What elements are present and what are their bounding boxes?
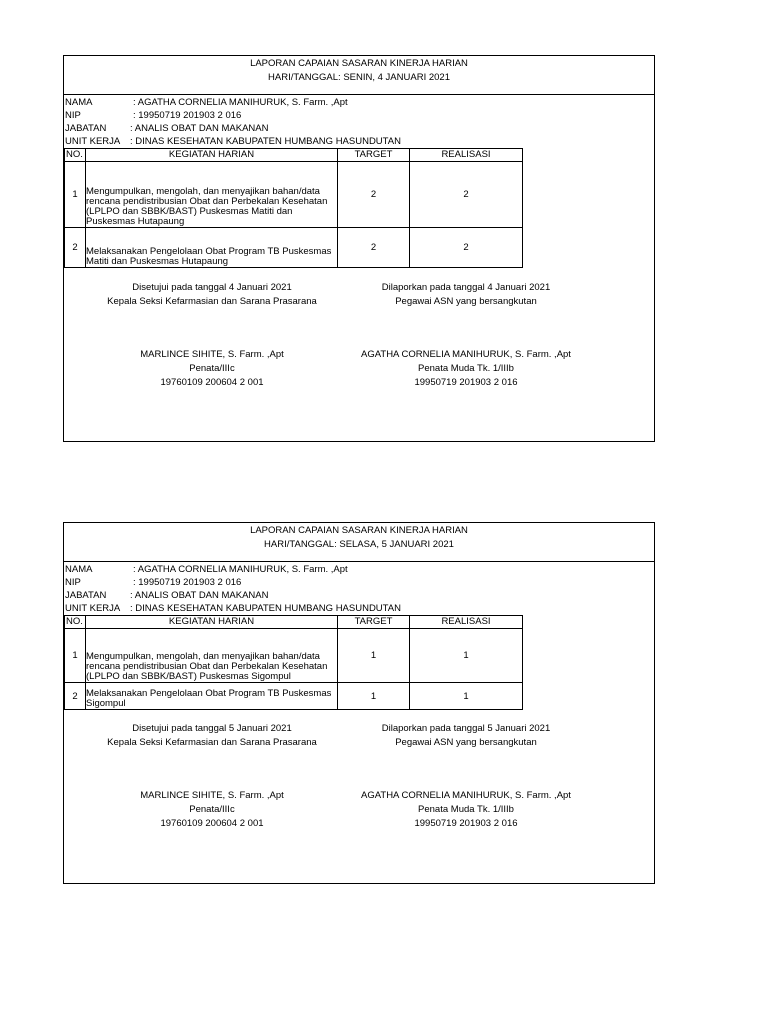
approver-nip: 19760109 200604 2 001 [160,818,264,829]
row-no: 2 [65,683,86,710]
report-date: HARI/TANGGAL: SENIN, 4 JANUARI 2021 [268,72,450,83]
info-row-jabatan [64,122,654,135]
reported-date: Dilaporkan pada tanggal 5 Januari 2021 [381,723,551,734]
row-realisasi: 2 [410,162,523,228]
reported-date: Dilaporkan pada tanggal 4 Januari 2021 [381,282,551,293]
approver-signature [82,789,342,831]
approver-title: Kepala Seksi Kefarmasian dan Sarana Prasarana [107,296,317,307]
row-activity: Melaksanakan Pengelolaan Obat Program TB Puskesmas Sigompul [86,683,338,710]
col-header-target: TARGET [338,616,410,629]
reporter-name: AGATHA CORNELIA MANIHURUK, S. Farm. ,Apt [361,349,571,360]
unit-value: : DINAS KESEHATAN KABUPATEN HUMBANG HASUNDUTAN [130,603,401,614]
col-header-activity: KEGIATAN HARIAN [86,149,338,162]
jabatan-label: JABATAN [65,590,107,601]
report-title: LAPORAN CAPAIAN SASARAN KINERJA HARIAN [250,58,468,69]
col-header-realisasi: REALISASI [410,616,523,629]
col-header-realisasi: REALISASI [410,149,523,162]
col-header-target: TARGET [338,149,410,162]
approver-rank: Penata/IIIc [189,804,235,815]
reporter-block [336,281,596,309]
row-no: 2 [65,228,86,268]
nama-value: : AGATHA CORNELIA MANIHURUK, S. Farm. ,Apt [133,97,348,108]
reporter-nip: 19950719 201903 2 016 [414,818,518,829]
reporter-block [336,722,596,750]
info-row-nip [64,109,654,122]
approved-date: Disetujui pada tanggal 4 Januari 2021 [132,282,292,293]
info-row-unit [64,135,654,148]
row-realisasi: 1 [410,629,523,683]
reporter-title: Pegawai ASN yang bersangkutan [395,296,537,307]
row-target: 2 [338,228,410,268]
info-row-nama [64,96,654,109]
info-row-nama [64,563,654,576]
info-row-nip [64,576,654,589]
table-row [65,683,523,710]
row-activity: Melaksanakan Pengelolaan Obat Program TB Puskesmas Matiti dan Puskesmas Hutapaung [86,228,338,268]
table-row [65,629,523,683]
row-activity: Mengumpulkan, mengolah, dan menyajikan bahan/data rencana pendistribusian Obat dan Perbekalan Kesehatan (LPLPO dan SBBK/BAST) Puskesmas Sigompul [86,629,338,683]
reporter-signature [336,789,596,831]
reporter-rank: Penata Muda Tk. 1/IIIb [418,363,514,374]
report-header [64,56,654,95]
col-header-no: NO. [65,616,86,629]
approver-name: MARLINCE SIHITE, S. Farm. ,Apt [140,790,284,801]
approver-nip: 19760109 200604 2 001 [160,377,264,388]
nama-label: NAMA [65,564,93,575]
daily-report-1 [63,55,655,442]
nip-label: NIP [65,577,81,588]
activity-table [64,615,523,710]
unit-label: UNIT KERJA [65,136,121,147]
reporter-rank: Penata Muda Tk. 1/IIIb [418,804,514,815]
approver-rank: Penata/IIIc [189,363,235,374]
col-header-activity: KEGIATAN HARIAN [86,616,338,629]
nip-value: : 19950719 201903 2 016 [133,577,242,588]
report-header [64,523,654,562]
report-date: HARI/TANGGAL: SELASA, 5 JANUARI 2021 [264,539,454,550]
reporter-title: Pegawai ASN yang bersangkutan [395,737,537,748]
approved-date: Disetujui pada tanggal 5 Januari 2021 [132,723,292,734]
nama-label: NAMA [65,97,93,108]
col-header-no: NO. [65,149,86,162]
daily-report-2 [63,522,655,884]
info-row-unit [64,602,654,615]
row-target: 2 [338,162,410,228]
approver-name: MARLINCE SIHITE, S. Farm. ,Apt [140,349,284,360]
row-realisasi: 2 [410,228,523,268]
row-no: 1 [65,162,86,228]
employee-info [64,562,654,615]
unit-label: UNIT KERJA [65,603,121,614]
row-realisasi: 1 [410,683,523,710]
row-target: 1 [338,629,410,683]
jabatan-value: : ANALIS OBAT DAN MAKANAN [130,123,269,134]
row-no: 1 [65,629,86,683]
jabatan-value: : ANALIS OBAT DAN MAKANAN [130,590,269,601]
table-row [65,162,523,228]
reporter-name: AGATHA CORNELIA MANIHURUK, S. Farm. ,Apt [361,790,571,801]
approval-block [82,722,342,750]
info-row-jabatan [64,589,654,602]
row-target: 1 [338,683,410,710]
nip-value: : 19950719 201903 2 016 [133,110,242,121]
approver-title: Kepala Seksi Kefarmasian dan Sarana Prasarana [107,737,317,748]
employee-info [64,95,654,148]
nip-label: NIP [65,110,81,121]
approver-signature [82,348,342,390]
row-activity: Mengumpulkan, mengolah, dan menyajikan bahan/data rencana pendistribusian Obat dan Perbekalan Kesehatan (LPLPO dan SBBK/BAST) Puskesmas Matiti dan Puskesmas Hutapaung [86,162,338,228]
approval-block [82,281,342,309]
reporter-signature [336,348,596,390]
nama-value: : AGATHA CORNELIA MANIHURUK, S. Farm. ,Apt [133,564,348,575]
jabatan-label: JABATAN [65,123,107,134]
table-row [65,228,523,268]
unit-value: : DINAS KESEHATAN KABUPATEN HUMBANG HASUNDUTAN [130,136,401,147]
report-title: LAPORAN CAPAIAN SASARAN KINERJA HARIAN [250,525,468,536]
table-header-row [65,616,523,629]
activity-table [64,148,523,268]
reporter-nip: 19950719 201903 2 016 [414,377,518,388]
table-header-row [65,149,523,162]
